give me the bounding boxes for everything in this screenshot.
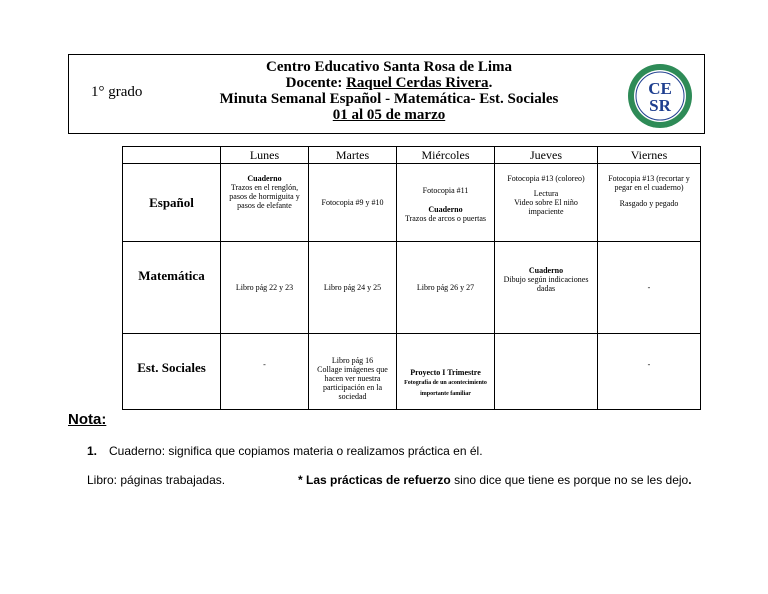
teacher-suffix: . xyxy=(488,75,493,91)
table-cell xyxy=(495,164,598,242)
cell-title: Cuaderno xyxy=(528,266,564,275)
cell-text: Fotocopia #13 (coloreo) xyxy=(507,174,585,183)
notes-heading: Nota: xyxy=(68,411,107,428)
table-cell xyxy=(495,334,598,410)
table-row xyxy=(123,242,701,334)
table-cell xyxy=(598,334,701,410)
cell-text: Video sobre El niño impaciente xyxy=(514,198,578,216)
cell-text: Libro pág 16 xyxy=(331,356,374,365)
table-cell xyxy=(598,164,701,242)
cell-text: Rasgado y pegado xyxy=(619,199,679,208)
table-cell xyxy=(598,242,701,334)
note-text: sino dice que tiene es porque no se les dejo xyxy=(450,473,689,487)
cell-text: Trazos de arcos o puertas xyxy=(404,214,486,223)
cell-text: Fotografía de un acontecimiento importante familiar xyxy=(404,380,487,397)
table-cell xyxy=(397,334,495,410)
note-text: Cuaderno: significa que copiamos materia o realizamos práctica en él. xyxy=(109,444,483,458)
cell-title: Proyecto I Trimestre xyxy=(410,368,481,377)
teacher-label: Docente: xyxy=(285,75,347,91)
cell-text: Collage imágenes que hacen ver nuestra participación en la sociedad xyxy=(317,365,388,401)
cell-text: Dibujo según indicaciones dadas xyxy=(503,275,589,293)
school-logo-icon xyxy=(627,63,693,129)
cell-title: Cuaderno xyxy=(247,174,282,183)
teacher-name: Raquel Cerdas Rivera xyxy=(346,75,489,91)
table-header-row xyxy=(123,147,701,164)
cell-text: Lectura xyxy=(533,189,559,198)
cell-text: Fotocopia #13 (recortar y pegar en el cuaderno) xyxy=(608,174,690,192)
table-cell xyxy=(221,334,309,410)
table-row xyxy=(123,164,701,242)
cell-text: Libro pág 24 y 25 xyxy=(323,283,382,292)
day-header: Lunes xyxy=(221,147,309,164)
day-header: Miércoles xyxy=(397,147,495,164)
table-cell xyxy=(397,242,495,334)
svg-text:CE: CE xyxy=(648,79,672,98)
school-name: Centro Educativo Santa Rosa de Lima xyxy=(266,59,512,75)
table-cell xyxy=(309,242,397,334)
table-cell xyxy=(221,164,309,242)
day-header: Martes xyxy=(309,147,397,164)
cell-text: Trazos en el renglón, pasos de hormiguita y pasos de elefante xyxy=(229,183,300,210)
grade-label: 1° grado xyxy=(91,84,143,100)
table-row xyxy=(123,334,701,410)
table-cell xyxy=(309,334,397,410)
cell-text: - xyxy=(647,283,651,292)
table-cell xyxy=(221,242,309,334)
day-header: Viernes xyxy=(598,147,701,164)
subject-label: Matemática xyxy=(123,242,221,334)
table-cell xyxy=(495,242,598,334)
subject-label: Est. Sociales xyxy=(123,334,221,410)
teacher-line xyxy=(189,75,589,91)
day-header: Jueves xyxy=(495,147,598,164)
cell-text: Libro pág 22 y 23 xyxy=(235,283,294,292)
table-cell xyxy=(397,164,495,242)
note-item-1 xyxy=(87,444,483,458)
svg-text:SR: SR xyxy=(649,96,671,115)
cell-text: Fotocopia #9 y #10 xyxy=(321,198,384,207)
corner-cell xyxy=(123,147,221,164)
cell-title: Cuaderno xyxy=(428,205,463,214)
date-range: 01 al 05 de marzo xyxy=(332,107,446,123)
note-libro: Libro: páginas trabajadas. xyxy=(87,473,226,487)
note-period: . xyxy=(688,473,692,487)
cell-text: - xyxy=(647,360,651,369)
table-cell xyxy=(309,164,397,242)
document-subtitle: Minuta Semanal Español - Matemática- Est. Sociales xyxy=(219,91,559,107)
subject-label: Español xyxy=(123,164,221,242)
cell-text: Libro pág 26 y 27 xyxy=(416,283,475,292)
weekly-schedule-table xyxy=(122,146,701,410)
cell-text: Fotocopia #11 xyxy=(422,186,469,195)
note-number: 1. xyxy=(87,444,98,458)
note-practice xyxy=(298,473,692,487)
cell-text: - xyxy=(263,360,266,369)
title-block xyxy=(189,59,589,123)
note-bold-text: * Las prácticas de refuerzo xyxy=(298,473,451,487)
header-box xyxy=(68,54,705,134)
